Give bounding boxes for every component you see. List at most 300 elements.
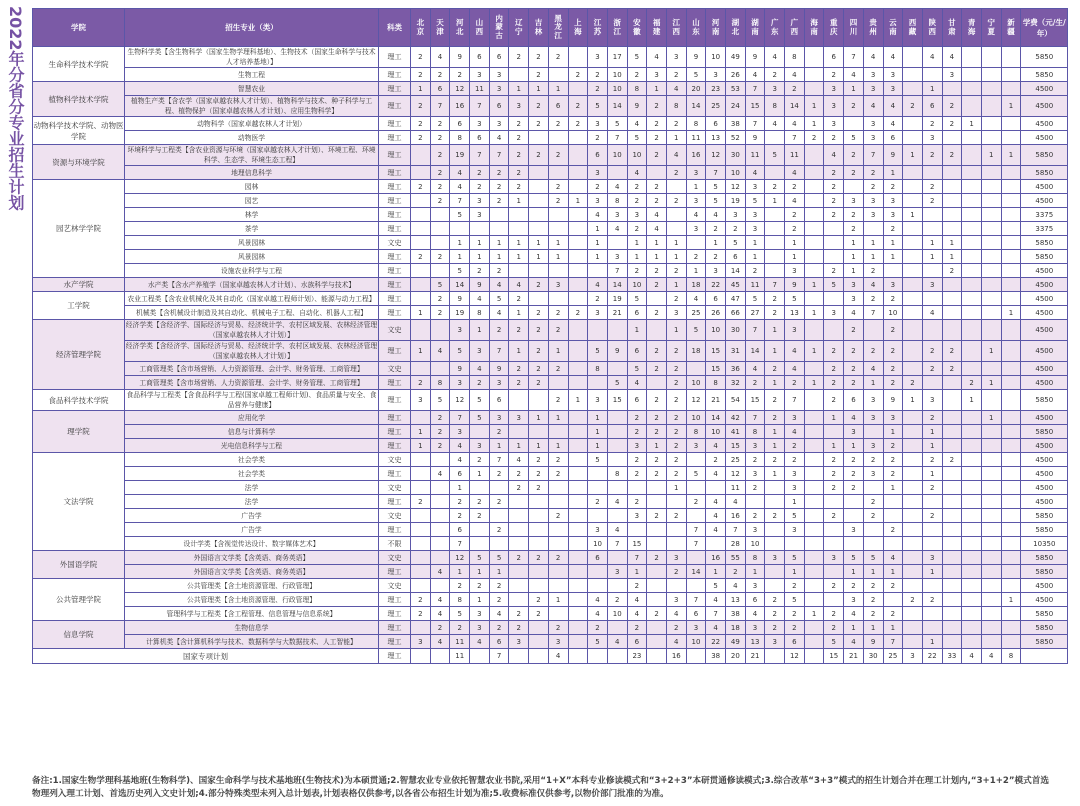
quota-cell: 3: [489, 376, 509, 390]
quota-cell: [607, 621, 627, 635]
quota-cell: 1: [489, 250, 509, 264]
tuition-fee: 4500: [1021, 376, 1068, 390]
quota-cell: 3: [785, 481, 805, 495]
quota-cell: [411, 362, 431, 376]
tuition-fee: 4500: [1021, 453, 1068, 467]
quota-cell: 4: [666, 635, 686, 649]
subject-category: 理工: [379, 82, 411, 96]
quota-cell: 6: [824, 47, 844, 68]
quota-cell: [942, 208, 962, 222]
quota-cell: 2: [509, 145, 529, 166]
quota-cell: [962, 222, 982, 236]
quota-cell: 1: [588, 439, 608, 453]
quota-cell: 1: [548, 82, 568, 96]
quota-cell: 7: [844, 47, 864, 68]
quota-cell: [804, 565, 824, 579]
major-name: 法学: [125, 481, 379, 495]
quota-cell: 47: [726, 292, 746, 306]
quota-cell: 7: [450, 411, 470, 425]
quota-cell: [647, 621, 667, 635]
quota-cell: [489, 509, 509, 523]
quota-cell: [529, 649, 549, 664]
quota-cell: [430, 453, 450, 467]
quota-cell: [1001, 166, 1021, 180]
quota-cell: [942, 495, 962, 509]
quota-cell: 3: [588, 523, 608, 537]
quota-cell: [981, 579, 1001, 593]
quota-cell: 1: [529, 250, 549, 264]
quota-cell: [548, 481, 568, 495]
quota-cell: [1001, 250, 1021, 264]
quota-cell: 2: [844, 166, 864, 180]
quota-cell: 4: [863, 96, 883, 117]
table-row: [33, 607, 1068, 621]
quota-cell: [962, 236, 982, 250]
quota-cell: 28: [726, 537, 746, 551]
quota-cell: 3: [745, 621, 765, 635]
quota-cell: 3: [824, 96, 844, 117]
quota-cell: 2: [509, 320, 529, 341]
quota-cell: 2: [844, 376, 864, 390]
quota-cell: 1: [844, 82, 864, 96]
quota-cell: 15: [627, 537, 647, 551]
quota-cell: [981, 194, 1001, 208]
province-name: 北京: [416, 18, 425, 36]
quota-cell: 1: [509, 82, 529, 96]
subject-category: 理工: [379, 68, 411, 82]
quota-cell: 2: [529, 481, 549, 495]
subject-category: 理工: [379, 376, 411, 390]
subject-category: 理工: [379, 194, 411, 208]
quota-cell: 1: [844, 250, 864, 264]
quota-cell: 3: [726, 208, 746, 222]
quota-cell: [765, 495, 785, 509]
quota-cell: [509, 579, 529, 593]
subject-category: 文史: [379, 236, 411, 250]
quota-cell: 1: [450, 481, 470, 495]
quota-cell: [411, 236, 431, 250]
quota-cell: [765, 481, 785, 495]
quota-cell: [942, 523, 962, 537]
quota-cell: [942, 593, 962, 607]
quota-cell: [509, 649, 529, 664]
quota-cell: 2: [430, 425, 450, 439]
quota-cell: 3: [883, 208, 903, 222]
quota-cell: [804, 551, 824, 565]
quota-cell: 12: [706, 145, 726, 166]
quota-cell: 8: [765, 96, 785, 117]
tuition-fee: 5850: [1021, 607, 1068, 621]
tuition-fee: 3375: [1021, 208, 1068, 222]
quota-cell: 10: [686, 635, 706, 649]
quota-cell: 3: [588, 47, 608, 68]
quota-cell: 7: [489, 649, 509, 664]
subject-category: 理工: [379, 47, 411, 68]
quota-cell: 4: [863, 47, 883, 68]
quota-cell: 8: [686, 117, 706, 131]
header-province: [903, 9, 923, 47]
major-name: 环境科学与工程类【含农业资源与环境（国家卓越农林人才计划）、环境工程、环境科学、生态学、环境生态工程】: [125, 145, 379, 166]
quota-cell: 3: [607, 250, 627, 264]
header-province: [627, 9, 647, 47]
college-name: 文法学院: [33, 453, 125, 551]
quota-cell: 2: [509, 621, 529, 635]
footnote-line: 物理列入理工计划、首选历史列入文史计划;4.部分特殊类型未列入总计划表,计划表格仅供参考,以各省公布招生计划为准;5.收费标准仅供参考,以物价部门批准的为准。: [32, 789, 669, 799]
quota-cell: 8: [666, 96, 686, 117]
quota-cell: 3: [824, 306, 844, 320]
quota-cell: 12: [450, 551, 470, 565]
quota-cell: [804, 236, 824, 250]
quota-cell: [981, 621, 1001, 635]
quota-cell: 1: [529, 411, 549, 425]
quota-cell: 4: [765, 117, 785, 131]
quota-cell: 1: [962, 117, 982, 131]
quota-cell: 1: [470, 467, 490, 481]
quota-cell: [1001, 131, 1021, 145]
quota-cell: 2: [647, 278, 667, 292]
quota-cell: 4: [686, 208, 706, 222]
quota-cell: 2: [647, 96, 667, 117]
quota-cell: 6: [489, 390, 509, 411]
quota-cell: [903, 236, 923, 250]
quota-cell: 2: [824, 376, 844, 390]
quota-cell: [981, 264, 1001, 278]
quota-cell: 2: [411, 376, 431, 390]
major-name: 农业工程类【含农业机械化及其自动化（国家卓越工程师计划）、能源与动力工程】: [125, 292, 379, 306]
quota-cell: [588, 467, 608, 481]
quota-cell: [568, 131, 588, 145]
province-name: 青海: [967, 18, 976, 36]
quota-cell: 2: [844, 145, 864, 166]
major-name: 智慧农业: [125, 82, 379, 96]
quota-cell: [824, 292, 844, 306]
province-name: 辽宁: [515, 18, 523, 36]
quota-cell: [548, 537, 568, 551]
quota-cell: [607, 481, 627, 495]
quota-cell: 4: [489, 306, 509, 320]
quota-cell: [430, 320, 450, 341]
quota-cell: 3: [765, 82, 785, 96]
quota-cell: 2: [489, 579, 509, 593]
quota-cell: 4: [430, 47, 450, 68]
quota-cell: 1: [804, 376, 824, 390]
quota-cell: [509, 495, 529, 509]
quota-cell: 2: [824, 621, 844, 635]
quota-cell: [568, 180, 588, 194]
tuition-fee: 5850: [1021, 621, 1068, 635]
quota-cell: 13: [745, 635, 765, 649]
quota-cell: [942, 180, 962, 194]
quota-cell: [666, 180, 686, 194]
quota-cell: 1: [922, 250, 942, 264]
table-row: [33, 362, 1068, 376]
quota-cell: [804, 264, 824, 278]
quota-cell: 2: [785, 621, 805, 635]
quota-cell: [903, 635, 923, 649]
quota-cell: 7: [450, 537, 470, 551]
quota-cell: [765, 208, 785, 222]
subject-category: 理工: [379, 306, 411, 320]
quota-cell: 21: [844, 649, 864, 664]
quota-cell: 2: [666, 166, 686, 180]
quota-cell: 2: [942, 117, 962, 131]
quota-cell: 9: [450, 292, 470, 306]
quota-cell: [804, 222, 824, 236]
quota-cell: 1: [844, 621, 864, 635]
quota-cell: [411, 467, 431, 481]
quota-cell: 3: [844, 523, 864, 537]
quota-cell: [942, 579, 962, 593]
quota-cell: [489, 481, 509, 495]
quota-cell: 6: [706, 117, 726, 131]
quota-cell: 2: [627, 467, 647, 481]
quota-cell: 3: [883, 82, 903, 96]
tuition-fee: 4500: [1021, 481, 1068, 495]
quota-cell: [903, 264, 923, 278]
quota-cell: [903, 250, 923, 264]
quota-cell: 1: [883, 481, 903, 495]
table-row: [33, 47, 1068, 68]
quota-cell: [804, 467, 824, 481]
quota-cell: 2: [647, 509, 667, 523]
quota-cell: [981, 166, 1001, 180]
quota-cell: 1: [666, 236, 686, 250]
quota-cell: 2: [942, 453, 962, 467]
major-name: 生物科学类【含生物科学（国家生物学理科基地）、生物技术（国家生命科学与技术人才培养基地）】: [125, 47, 379, 68]
quota-cell: [981, 362, 1001, 376]
quota-cell: [666, 208, 686, 222]
quota-cell: 30: [726, 145, 746, 166]
quota-cell: 2: [548, 180, 568, 194]
quota-cell: 2: [627, 68, 647, 82]
quota-cell: 1: [706, 236, 726, 250]
quota-cell: [765, 250, 785, 264]
quota-cell: 9: [607, 341, 627, 362]
quota-cell: 55: [726, 551, 746, 565]
quota-cell: 2: [529, 362, 549, 376]
table-row: [33, 166, 1068, 180]
major-name: 应用化学: [125, 411, 379, 425]
quota-cell: 2: [745, 376, 765, 390]
quota-cell: 12: [450, 390, 470, 411]
quota-cell: 2: [666, 509, 686, 523]
quota-cell: 3: [686, 166, 706, 180]
quota-cell: 33: [942, 649, 962, 664]
quota-cell: 2: [509, 376, 529, 390]
quota-cell: [430, 495, 450, 509]
quota-cell: 3: [548, 278, 568, 292]
quota-cell: 2: [489, 593, 509, 607]
quota-cell: 3: [470, 621, 490, 635]
quota-cell: 2: [785, 607, 805, 621]
quota-cell: 2: [529, 607, 549, 621]
quota-cell: 2: [686, 250, 706, 264]
quota-cell: 2: [824, 166, 844, 180]
tuition-fee: 4500: [1021, 194, 1068, 208]
quota-cell: 2: [548, 306, 568, 320]
header-province: [745, 9, 765, 47]
quota-cell: 5: [706, 194, 726, 208]
quota-cell: 2: [568, 306, 588, 320]
major-name: 植物生产类【含农学（国家卓越农林人才计划）、植物科学与技术、种子科学与工程、植物保护（国家卓越农林人才计划）、应用生物科学】: [125, 96, 379, 117]
quota-cell: [922, 264, 942, 278]
quota-cell: [922, 579, 942, 593]
table-header-row: [33, 9, 1068, 47]
quota-cell: 12: [785, 649, 805, 664]
quota-cell: 2: [824, 509, 844, 523]
quota-cell: [981, 607, 1001, 621]
quota-cell: [981, 635, 1001, 649]
footnote: [32, 775, 1072, 801]
quota-cell: 3: [745, 180, 765, 194]
tuition-fee: 4500: [1021, 131, 1068, 145]
quota-cell: 3: [489, 411, 509, 425]
quota-cell: 4: [706, 467, 726, 481]
quota-cell: [568, 621, 588, 635]
quota-cell: 3: [489, 117, 509, 131]
quota-cell: [1001, 565, 1021, 579]
quota-cell: 1: [470, 236, 490, 250]
quota-cell: [1001, 523, 1021, 537]
major-name: 生物信息学: [125, 621, 379, 635]
quota-cell: 10: [588, 537, 608, 551]
quota-cell: [411, 621, 431, 635]
header-fee: 学费（元/生/年）: [1021, 9, 1068, 47]
quota-cell: 1: [903, 145, 923, 166]
quota-cell: 7: [686, 537, 706, 551]
tuition-fee: 5850: [1021, 236, 1068, 250]
quota-cell: [824, 593, 844, 607]
quota-cell: [903, 82, 923, 96]
quota-cell: 5: [824, 278, 844, 292]
quota-cell: 4: [430, 467, 450, 481]
quota-cell: 3: [844, 194, 864, 208]
quota-cell: 2: [548, 621, 568, 635]
quota-cell: 2: [883, 607, 903, 621]
quota-cell: 9: [450, 362, 470, 376]
quota-cell: 2: [489, 495, 509, 509]
quota-cell: [430, 649, 450, 664]
quota-cell: 3: [765, 635, 785, 649]
quota-cell: [607, 320, 627, 341]
quota-cell: 2: [863, 180, 883, 194]
quota-cell: 11: [785, 145, 805, 166]
quota-cell: 4: [627, 117, 647, 131]
quota-cell: 1: [647, 250, 667, 264]
table-row: [33, 96, 1068, 117]
header-province: [706, 9, 726, 47]
quota-cell: 4: [489, 131, 509, 145]
table-row: [33, 117, 1068, 131]
quota-cell: [804, 390, 824, 411]
quota-cell: 3: [922, 278, 942, 292]
major-name: 外国语言文学类【含英语、商务英语】: [125, 565, 379, 579]
quota-cell: 2: [548, 551, 568, 565]
table-row: [33, 425, 1068, 439]
header-province: [647, 9, 667, 47]
header-province: [962, 9, 982, 47]
quota-cell: 3: [666, 551, 686, 565]
quota-cell: [588, 264, 608, 278]
quota-cell: [529, 131, 549, 145]
quota-cell: 4: [647, 208, 667, 222]
tuition-fee: 5850: [1021, 425, 1068, 439]
quota-cell: 31: [726, 341, 746, 362]
tuition-fee: 4500: [1021, 341, 1068, 362]
quota-cell: 14: [785, 96, 805, 117]
quota-cell: [785, 537, 805, 551]
quota-cell: 2: [666, 117, 686, 131]
quota-cell: [863, 537, 883, 551]
quota-cell: [411, 411, 431, 425]
subject-category: 理工: [379, 411, 411, 425]
quota-cell: 5: [450, 264, 470, 278]
quota-cell: 3: [470, 341, 490, 362]
quota-cell: [686, 649, 706, 664]
quota-cell: 4: [726, 495, 746, 509]
quota-cell: 6: [726, 250, 746, 264]
quota-cell: [962, 551, 982, 565]
quota-cell: 3: [863, 208, 883, 222]
quota-cell: 2: [706, 250, 726, 264]
quota-cell: [607, 453, 627, 467]
quota-cell: 1: [568, 194, 588, 208]
quota-cell: [450, 222, 470, 236]
tuition-fee: 4500: [1021, 96, 1068, 117]
quota-cell: [981, 82, 1001, 96]
quota-cell: 2: [824, 481, 844, 495]
major-name: 社会学类: [125, 453, 379, 467]
quota-cell: [1001, 292, 1021, 306]
quota-cell: 2: [824, 68, 844, 82]
quota-cell: 38: [726, 607, 746, 621]
quota-cell: 42: [726, 411, 746, 425]
quota-cell: 2: [863, 509, 883, 523]
quota-cell: 1: [922, 439, 942, 453]
quota-cell: 6: [883, 131, 903, 145]
quota-cell: 1: [804, 341, 824, 362]
quota-cell: 1: [844, 439, 864, 453]
quota-cell: 2: [529, 145, 549, 166]
quota-cell: 2: [509, 362, 529, 376]
quota-cell: [647, 481, 667, 495]
quota-cell: [863, 481, 883, 495]
quota-cell: [627, 481, 647, 495]
quota-cell: [962, 320, 982, 341]
tuition-fee: 4500: [1021, 320, 1068, 341]
quota-cell: 2: [666, 425, 686, 439]
quota-cell: [844, 117, 864, 131]
quota-cell: [568, 222, 588, 236]
quota-cell: 2: [529, 593, 549, 607]
quota-cell: [529, 292, 549, 306]
quota-cell: 22: [922, 649, 942, 664]
quota-cell: 4: [588, 208, 608, 222]
quota-cell: [529, 565, 549, 579]
tuition-fee: 4500: [1021, 362, 1068, 376]
quota-cell: 3: [922, 390, 942, 411]
quota-cell: [1001, 607, 1021, 621]
quota-cell: 1: [903, 208, 923, 222]
quota-cell: 1: [686, 264, 706, 278]
quota-cell: 1: [509, 250, 529, 264]
quota-cell: 2: [666, 621, 686, 635]
quota-cell: [981, 537, 1001, 551]
header-category: 科类: [379, 9, 411, 47]
quota-cell: 13: [785, 306, 805, 320]
quota-cell: 4: [942, 47, 962, 68]
quota-cell: [1001, 278, 1021, 292]
